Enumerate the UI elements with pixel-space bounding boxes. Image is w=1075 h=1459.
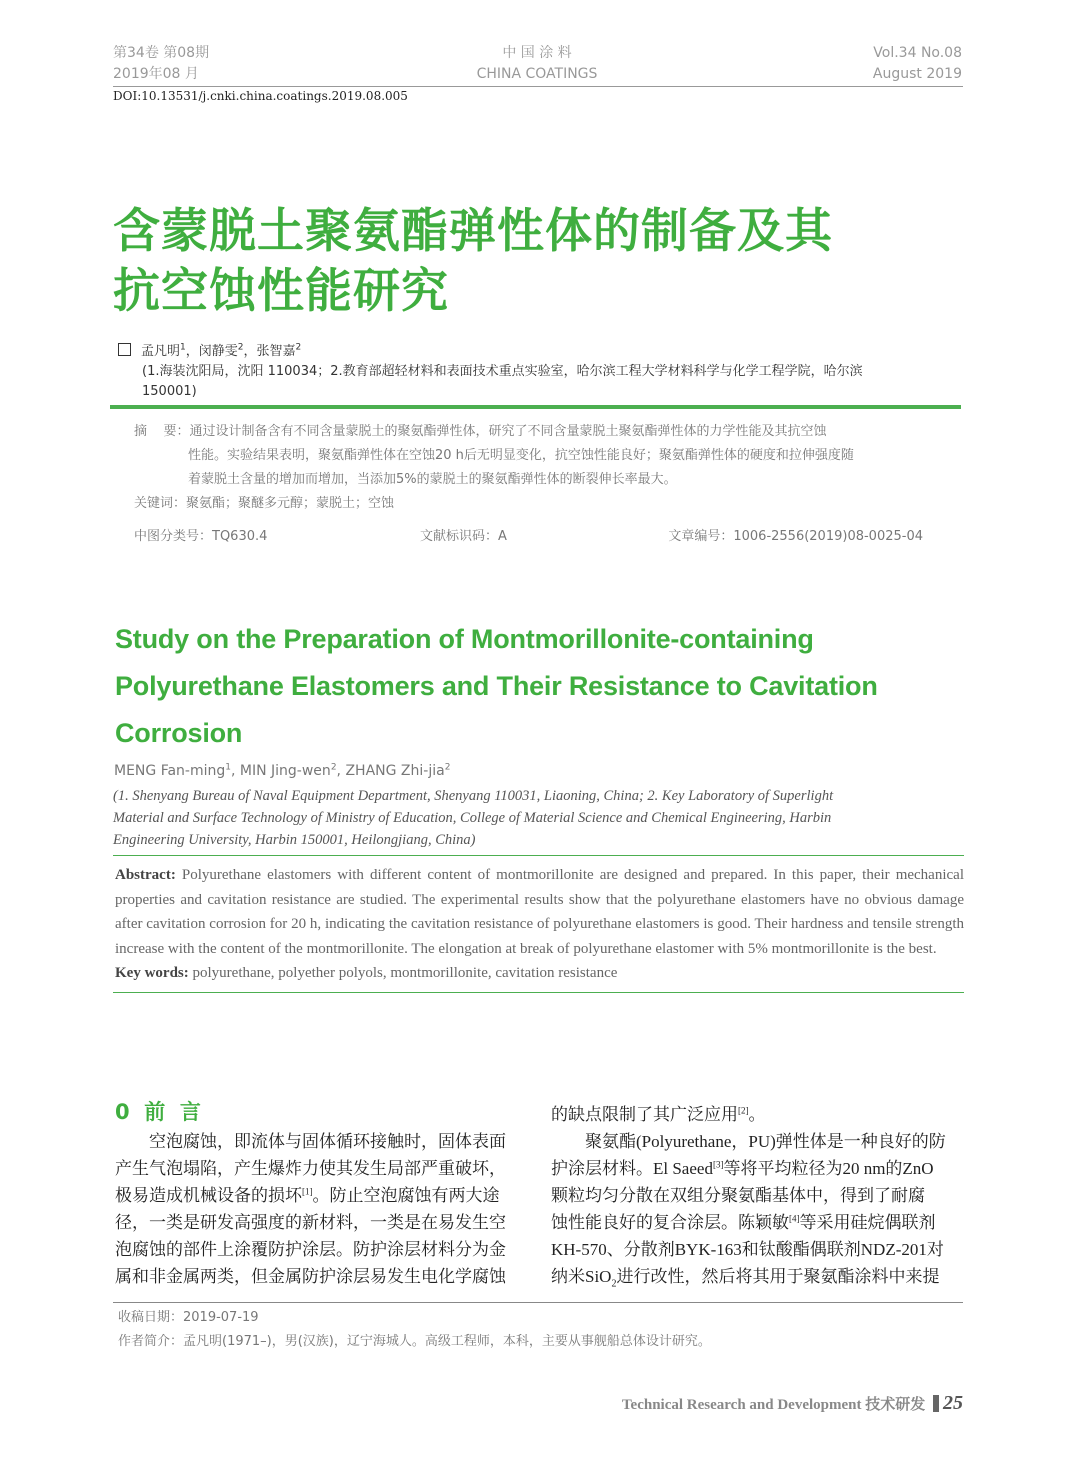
journal-name-en: CHINA COATINGS xyxy=(476,66,598,82)
green-divider xyxy=(110,405,961,409)
body-text-line: 产生气泡塌陷，产生爆炸力使其发生局部严重破坏， xyxy=(115,1159,506,1178)
author: 孟凡明 xyxy=(141,344,181,359)
abstract-label: 摘 要： xyxy=(134,424,190,439)
article-number: 文章编号：1006-2556(2019)08-0025-04 xyxy=(668,529,923,544)
footer-bar xyxy=(933,1395,939,1412)
journal-name-cn: 中 国 涂 料 xyxy=(502,45,572,61)
issue-info-en xyxy=(873,43,962,85)
body-text-line: 蚀性能良好的复合涂层。陈颖敏[4]等采用硅烷偶联剂 xyxy=(551,1213,936,1232)
body-text-line: KH-570、分散剂BYK-163和钛酸酯偶联剂NDZ-201对 xyxy=(551,1240,944,1259)
body-text-line: 聚氨酯(Polyurethane，PU)弹性体是一种良好的防 xyxy=(551,1132,946,1151)
english-front-matter xyxy=(113,616,964,993)
author: , ZHANG Zhi-jia xyxy=(336,763,445,779)
body-text-line: 纳米SiO$_2$进行改性，然后将其用于聚氨酯涂料中来提 xyxy=(551,1267,940,1290)
chinese-title-line: 抗空蚀性能研究 xyxy=(113,264,449,319)
left-column xyxy=(115,1128,525,1290)
chinese-abstract xyxy=(134,420,854,516)
body-text-line: 属和非金属两类，但金属防护涂层易发生电化学腐蚀 xyxy=(115,1267,506,1286)
aff-mark: 1 xyxy=(225,762,231,773)
chinese-authors: 孟凡明$^1$，闵静雯$^2$，张智嘉$^2$ xyxy=(118,340,301,359)
abstract-label: Abstract: xyxy=(115,867,176,883)
affiliation-line: (1. Shenyang Bureau of Naval Equipment Department, Shenyang 110031, Liaoning, China; 2. Key Laboratory of Superlight xyxy=(113,788,834,804)
abstract-line: 性能。实验结果表明，聚氨酯弹性体在空蚀20 h后无明显变化，抗空蚀性能良好；聚氨酯弹性体的硬度和拉伸强度随 xyxy=(188,448,854,463)
received-date: 收稿日期：2019-07-19 xyxy=(118,1310,259,1325)
issue-date: 2019年08 月 xyxy=(113,66,199,82)
aff-mark: 1 xyxy=(180,342,186,353)
header-rule xyxy=(113,86,963,87)
english-abstract xyxy=(113,863,964,986)
body-text-line: 的缺点限制了其广泛应用[2]。 xyxy=(551,1105,766,1124)
page-footer xyxy=(622,1392,963,1415)
clc-number: 中图分类号：TQ630.4 xyxy=(134,529,268,544)
document-code: 文献标识码：A xyxy=(420,529,507,544)
green-rule xyxy=(113,992,964,993)
chinese-title-line: 含蒙脱土聚氨酯弹性体的制备及其 xyxy=(113,204,833,259)
aff-mark: 2 xyxy=(444,762,451,773)
author: , MIN Jing-wen xyxy=(231,763,331,779)
affiliation-line: Material and Surface Technology of Ministry of Education, College of Material Science and Chemical Engineering, Harbin xyxy=(113,810,832,826)
english-keywords: polyurethane, polyether polyols, montmorillonite, cavitation resistance xyxy=(188,965,618,981)
aff-mark: 2 xyxy=(295,342,302,353)
abstract-text: Polyurethane elastomers with different content of montmorillonite are designed and prepared. In this paper, their mechanical properties and cavitation resistance are studied. The experimental results show that the polyurethane elastomers have no obvious damage after cavitation corrosion for 20 h, indicating the cavitation resistance of polyurethane elastomers is good. Their hardness and tensile strength increase with the content of the montmorillonite. The elongation at break of polyurethane elastomer with 5% montmorillonite is the best. xyxy=(115,867,964,957)
english-title-line: Polyurethane Elastomers and Their Resistance to Cavitation xyxy=(115,671,878,701)
body-text-line: 径，一类是研发高强度的新材料，一类是在易发生空 xyxy=(115,1213,506,1232)
aff-mark: 2 xyxy=(237,342,244,353)
author-bio: 作者简介：孟凡明(1971–)，男(汉族)，辽宁海城人。高级工程师，本科，主要从事舰船总体设计研究。 xyxy=(118,1334,711,1349)
doi[interactable]: DOI:10.13531/j.cnki.china.coatings.2019.08.005 xyxy=(113,89,408,103)
chinese-keywords: 关键词：聚氨酯；聚醚多元醇；蒙脱土；空蚀 xyxy=(134,496,395,511)
aff-mark: 2 xyxy=(330,762,337,773)
english-title xyxy=(113,616,964,757)
square-bullet-icon xyxy=(118,343,131,356)
body-text-line: 颗粒均匀分散在双组分聚氨酯基体中，得到了耐腐 xyxy=(551,1186,925,1205)
chinese-title xyxy=(113,202,833,322)
english-title-line: Corrosion xyxy=(115,718,243,748)
body-text-line: 极易造成机械设备的损坏[1]。防止空泡腐蚀有两大途 xyxy=(115,1186,500,1205)
footnote-rule xyxy=(113,1302,963,1303)
page-number: 25 xyxy=(943,1392,963,1414)
body-text-line: 空泡腐蚀，即流体与固体循环接触时，固体表面 xyxy=(115,1132,506,1151)
running-title: Technical Research and Development 技术研发 xyxy=(621,1397,926,1413)
journal-name xyxy=(437,43,637,85)
author: 闵静雯 xyxy=(198,344,238,359)
affiliation-line: (1.海装沈阳局，沈阳 110034；2.教育部超轻材料和表面技术重点实验室，哈尔滨工程大学材料科学与化学工程学院，哈尔滨 xyxy=(142,364,863,379)
volume-issue-en: Vol.34 No.08 xyxy=(873,45,962,61)
english-authors xyxy=(113,761,964,781)
body-text-line: 泡腐蚀的部件上涂覆防护涂层。防护涂层材料分为金 xyxy=(115,1240,506,1259)
affiliation-line: Engineering University, Harbin 150001, Heilongjiang, China) xyxy=(113,832,476,848)
issue-date-en: August 2019 xyxy=(872,66,962,82)
author: 张智嘉 xyxy=(256,344,296,359)
issue-info xyxy=(113,43,209,85)
keywords-label: Key words: xyxy=(115,965,189,981)
chinese-affiliation xyxy=(142,362,863,402)
footnotes xyxy=(118,1306,711,1354)
author: MENG Fan-ming xyxy=(114,763,226,779)
section-heading: 0 前 言 xyxy=(115,1100,201,1124)
body-text-line: 护涂层材料。El Saeed[3]等将平均粒径为20 nm的ZnO xyxy=(551,1159,934,1178)
volume-issue: 第34卷 第08期 xyxy=(113,45,210,61)
abstract-line: 着蒙脱土含量的增加而增加，当添加5%的蒙脱土的聚氨酯弹性体的断裂伸长率最大。 xyxy=(188,472,677,487)
affiliation-line: 150001) xyxy=(142,384,197,399)
right-column xyxy=(551,1101,963,1290)
green-rule xyxy=(113,855,964,856)
english-title-line: Study on the Preparation of Montmorillonite-containing xyxy=(115,624,814,654)
abstract-line: 通过设计制备含有不同含量蒙脱土的聚氨酯弹性体，研究了不同含量蒙脱土聚氨酯弹性体的力学性能及其抗空蚀 xyxy=(189,424,827,439)
english-affiliation xyxy=(113,785,964,851)
